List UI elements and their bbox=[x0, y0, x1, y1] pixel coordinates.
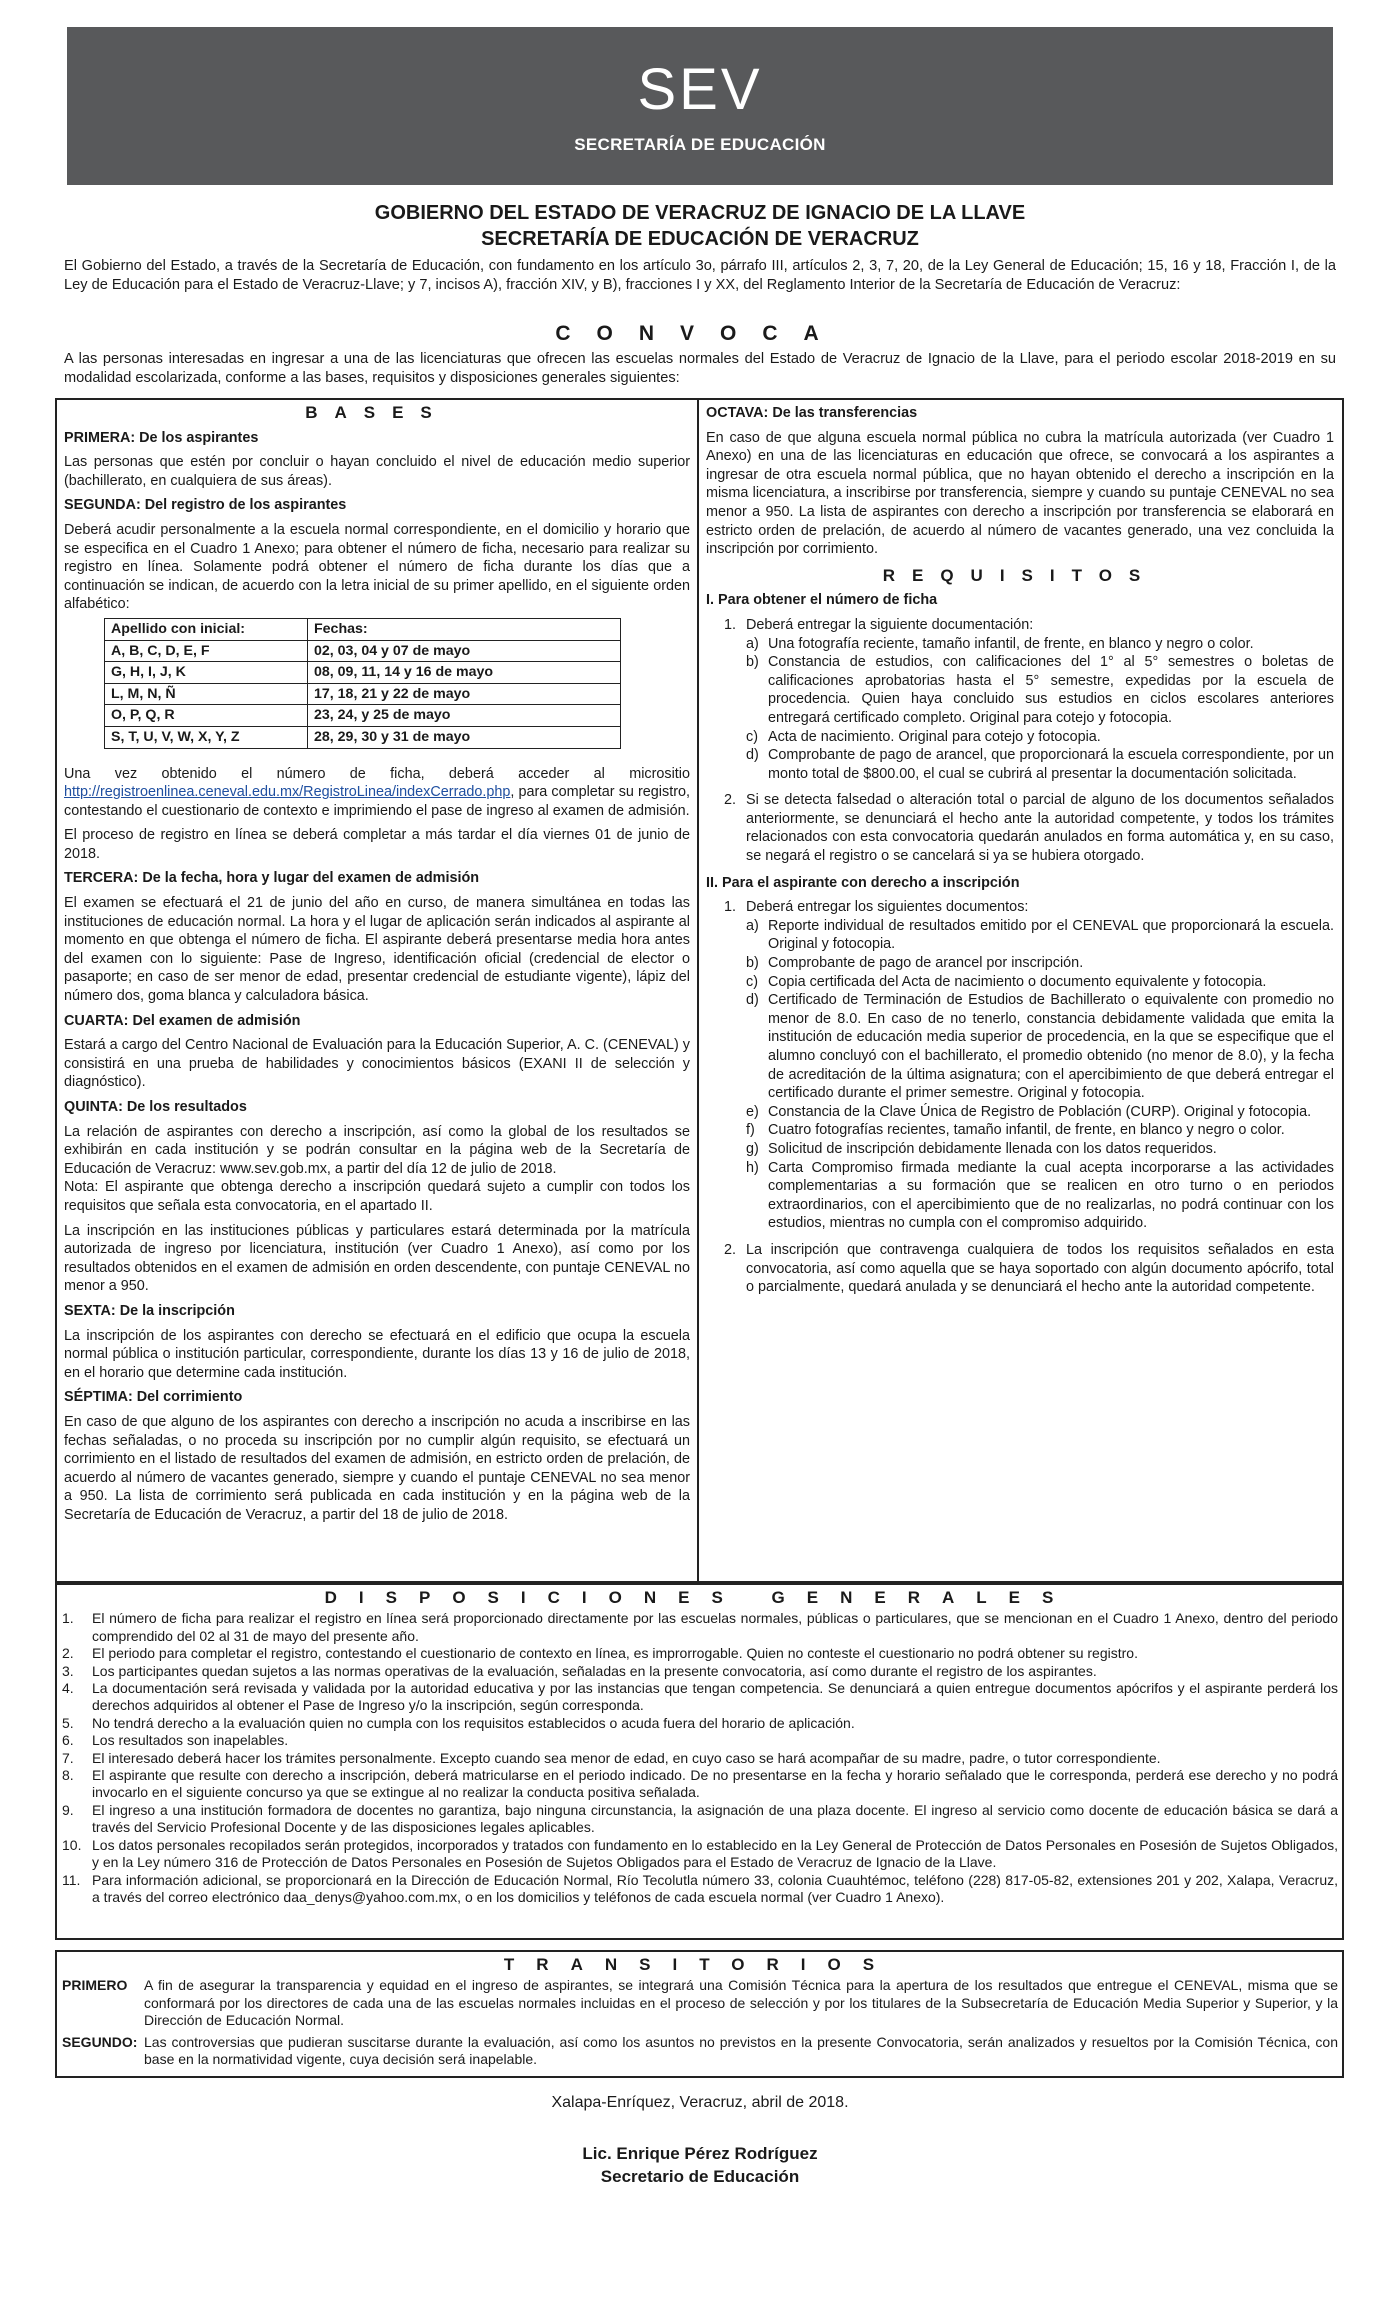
right-column bbox=[706, 404, 1334, 1297]
list-item-marker: 11. bbox=[62, 1871, 81, 1888]
list-item-marker: a) bbox=[746, 917, 759, 934]
list-item-text: Deberá entregar la siguiente documentación: bbox=[746, 616, 1034, 633]
table-row bbox=[105, 662, 621, 684]
cuarta-text: Estará a cargo del Centro Nacional de Evaluación para la Educación Superior, A. C. (CENEVAL) y consistirá en una prueba de habilidades y conocimientos básicos (EXANI II de selección y diagnóstico). bbox=[64, 1037, 690, 1091]
list-item-marker: d) bbox=[746, 992, 759, 1009]
list-item bbox=[746, 991, 1334, 1103]
list-item-marker: a) bbox=[746, 635, 759, 652]
table-cell: 17, 18, 21 y 22 de mayo bbox=[308, 683, 621, 705]
header-line-1: GOBIERNO DEL ESTADO DE VERACRUZ DE IGNACIO DE LA LLAVE bbox=[374, 202, 1026, 224]
list-item-text: El interesado deberá hacer los trámites personalmente. Excepto cuando sea menor de edad, en cuyo caso se hará acompañar de su madre, padre, o tutor correspondiente. bbox=[92, 1749, 1161, 1766]
list-item-marker: 2. bbox=[62, 1645, 74, 1662]
requisitos-ii-heading: II. Para el aspirante con derecho a inscripción bbox=[706, 874, 1020, 891]
convoca-title: CONVOCA bbox=[555, 322, 845, 345]
list-item bbox=[746, 1140, 1334, 1159]
list-item bbox=[746, 954, 1334, 973]
septima-heading: SÉPTIMA: Del corrimiento bbox=[64, 1389, 243, 1406]
requisitos-title: REQUISITOS bbox=[882, 565, 1158, 585]
list-item-text: A fin de asegurar la transparencia y equidad en el ingreso de aspirantes, se integrará una Comisión Técnica para la apertura de los resultados que entregue el CENEVAL, misma que se conformará por los directores de cada una de las escuelas normales incluidas en el proceso de selección y por los titulares de la Subsecretaría de Educación Media Superior y Superior, y la Dirección de Educación Normal. bbox=[144, 1977, 1338, 2029]
signer-role: Secretario de Educación bbox=[600, 2167, 800, 2186]
list-item bbox=[62, 2034, 1338, 2069]
table-cell: 28, 29, 30 y 31 de mayo bbox=[308, 726, 621, 748]
document-header bbox=[0, 200, 1400, 252]
list-item bbox=[62, 1802, 1338, 1837]
list-item-marker: 6. bbox=[62, 1732, 74, 1749]
table-cell: 08, 09, 11, 14 y 16 de mayo bbox=[308, 662, 621, 684]
list-item bbox=[62, 1872, 1338, 1907]
list-item-marker: c) bbox=[746, 728, 758, 745]
list-item-text: Comprobante de pago de arancel por inscripción. bbox=[768, 955, 1084, 972]
primera-text: Las personas que estén por concluir o hayan concluido el nivel de educación medio superior (bachillerato, en cualquiera de sus áreas). bbox=[64, 454, 690, 489]
list-item-marker: 5. bbox=[62, 1714, 74, 1731]
list-item-text: Solicitud de inscripción debidamente llenada con los datos requeridos. bbox=[768, 1140, 1217, 1157]
list-item: 1. Deberá entregar la siguiente documentación: bbox=[706, 616, 1334, 635]
list-item-marker: SEGUNDO: bbox=[62, 2033, 138, 2050]
quinta-text: La relación de aspirantes con derecho a inscripción, así como la global de los resultados se exhibirán en cada institución y se podrán consultar en la página web de la Secretaría de Educación de Veracruz: www.sev.gob.mx, a partir del día 12 de julio de 2018. bbox=[64, 1123, 690, 1177]
list-item: 1. Deberá entregar los siguientes documentos: bbox=[706, 898, 1334, 917]
list-item bbox=[62, 1767, 1338, 1802]
list-item-text: Carta Compromiso firmada mediante la cual acepta incorporarse a las actividades complementarias a su formación que se realicen en otro turno o en periodos extraordinarios, con el apercibimiento que de no realizarlas, no podrá continuar con los estudios, mientras no cumpla con el compromiso adquirido. bbox=[768, 1159, 1334, 1232]
table-cell: 02, 03, 04 y 07 de mayo bbox=[308, 640, 621, 662]
list-item bbox=[62, 1837, 1338, 1872]
list-item-marker: b) bbox=[746, 654, 759, 671]
list-item-text: No tendrá derecho a la evaluación quien no cumpla con los requisitos establecidos o acuda fuera del horario de aplicación. bbox=[92, 1714, 855, 1731]
list-item-text: Constancia de la Clave Única de Registro de Población (CURP). Original y fotocopia. bbox=[768, 1103, 1312, 1120]
list-item-marker: 3. bbox=[62, 1662, 74, 1679]
tercera-text: El examen se efectuará el 21 de junio del año en curso, de manera simultánea en todas las instituciones de educación normal. La hora y el lugar de aplicación serán indicados al aspirante al momento en que obtenga el número de ficha. El aspirante deberá presentarse media hora antes del examen con lo siguiente: Pase de Ingreso, identificación oficial (credencial de elector o pasaporte; en caso de ser menor de edad, presentar credencial de estudiante vigente), lápiz del número dos, goma blanca y calculadora básica. bbox=[64, 895, 690, 1005]
list-item-text: El número de ficha para realizar el registro en línea será proporcionado directamente por las escuelas normales, públicas o particulares, que se mencionan en el Cuadro 1 Anexo, dentro del periodo comprendido del 02 al 31 de mayo del presente año. bbox=[92, 1610, 1338, 1644]
list-item-marker: 7. bbox=[62, 1749, 74, 1766]
list-item-text: Copia certificada del Acta de nacimiento o documento equivalente y fotocopia. bbox=[768, 973, 1267, 990]
list-item bbox=[62, 1663, 1338, 1680]
list-item-text: Reporte individual de resultados emitido por el CENEVAL que proporcionará la escuela. Original y fotocopia. bbox=[768, 917, 1334, 953]
table-header-row bbox=[105, 618, 621, 640]
list-item bbox=[62, 1610, 1338, 1645]
octava-text: En caso de que alguna escuela normal pública no cubra la matrícula autorizada (ver Cuadro 1 Anexo) en una de las licenciaturas en educación que ofrece, se convocará a los aspirantes a ingresar de otra escuela normal pública, que no hayan obtenido el derecho a inscripción en la misma licenciatura, a inscribirse por transferencia, siempre y cuando su puntaje CENEVAL no sea menor a 950. La lista de aspirantes con derecho a inscripción por transferencia se elaborará en estricto orden de prelación, de acuerdo al número de vacantes generado, una vez concluida la inscripción por corrimiento. bbox=[706, 429, 1334, 558]
banner-subtitle: SECRETARÍA DE EDUCACIÓN bbox=[574, 135, 826, 154]
list-item bbox=[62, 1750, 1338, 1767]
registro-link[interactable]: http://registroenlinea.ceneval.edu.mx/RegistroLinea/indexCerrado.php bbox=[64, 784, 511, 801]
transitorios-title: TRANSITORIOS bbox=[503, 1955, 897, 1974]
disposiciones-title: DISPOSICIONES GENERALES bbox=[324, 1588, 1076, 1607]
list-item-marker: d) bbox=[746, 747, 759, 764]
column-divider bbox=[697, 398, 699, 1583]
requisitos-i-heading: I. Para obtener el número de ficha bbox=[706, 592, 938, 609]
sev-logo: SEV bbox=[637, 57, 763, 122]
cuarta-heading: CUARTA: Del examen de admisión bbox=[64, 1012, 301, 1029]
table-cell: A, B, C, D, E, F bbox=[105, 640, 308, 662]
list-item-marker: 10. bbox=[62, 1836, 82, 1853]
table-cell: O, P, Q, R bbox=[105, 705, 308, 727]
list-item bbox=[62, 1645, 1338, 1662]
list-item-text: Acta de nacimiento. Original para cotejo y fotocopia. bbox=[768, 728, 1101, 745]
list-item bbox=[746, 635, 1334, 654]
list-item-marker: 9. bbox=[62, 1801, 74, 1818]
list-item bbox=[746, 917, 1334, 954]
primera-heading: PRIMERA: De los aspirantes bbox=[64, 429, 259, 446]
tercera-heading: TERCERA: De la fecha, hora y lugar del examen de admisión bbox=[64, 870, 480, 887]
segunda-text: Deberá acudir personalmente a la escuela normal correspondiente, en el domicilio y horario que se especifica en el Cuadro 1 Anexo; para obtener el número de ficha, necesario para realizar su registro en línea. Solamente podrá obtener el número de ficha durante los días que a continuación se indican, de acuerdo con la letra inicial de su primer apellido, en el siguiente orden alfabético: bbox=[64, 521, 690, 613]
ficha-text-b: , para completar su registro, contestando el cuestionario de contexto e imprimiendo el pase de ingreso al examen de admisión. bbox=[64, 784, 690, 819]
list-item bbox=[62, 1977, 1338, 2029]
list-item-marker: h) bbox=[746, 1159, 759, 1176]
table-row bbox=[105, 726, 621, 748]
sexta-text: La inscripción de los aspirantes con derecho se efectuará en el edificio que ocupa la escuela normal pública o institución particular, correspondiente, durante los días 13 y 16 de julio de 2018, en el horario que determine cada institución. bbox=[64, 1327, 690, 1381]
table-header: Fechas: bbox=[308, 618, 621, 640]
list-item-text: Deberá entregar los siguientes documentos: bbox=[746, 899, 1029, 916]
list-item-marker: 1. bbox=[62, 1610, 74, 1627]
list-item-text: La inscripción que contravenga cualquiera de todos los requisitos señalados en esta convocatoria, así como aquella que se haya soportado con algún documento apócrifo, total o parcialmente, quedará anulada y se denunciará el hecho ante la autoridad competente. bbox=[746, 1241, 1334, 1296]
list-item-marker: 8. bbox=[62, 1767, 74, 1784]
table-header: Apellido con inicial: bbox=[105, 618, 308, 640]
list-item bbox=[746, 728, 1334, 747]
table-cell: S, T, U, V, W, X, Y, Z bbox=[105, 726, 308, 748]
octava-heading: OCTAVA: De las transferencias bbox=[706, 405, 918, 421]
septima-text: En caso de que alguno de los aspirantes con derecho a inscripción no acuda a inscribirse en las fechas señaladas, o no proceda su inscripción por no cumplir algún requisito, se efectuará un corrimiento en el listado de resultados del examen de admisión, en estricto orden de prelación, de acuerdo al número de vacantes generado, siempre y cuando el puntaje CENEVAL no sea menor a 950. La lista de corrimiento será publicada en cada institución y en la página web de la Secretaría de Educación de Veracruz, a partir del 18 de julio de 2018. bbox=[64, 1413, 690, 1523]
header-line-2: SECRETARÍA DE EDUCACIÓN DE VERACRUZ bbox=[481, 228, 919, 250]
list-item bbox=[62, 1715, 1338, 1732]
bases-column bbox=[64, 404, 690, 1530]
list-item-marker: f) bbox=[746, 1122, 755, 1139]
proceso-text: El proceso de registro en línea se deberá completar a más tardar el día viernes 01 de junio de 2018. bbox=[64, 827, 690, 862]
nota-text: Nota: El aspirante que obtenga derecho a inscripción quedará sujeto a cumplir con todos los requisitos que señala esta convocatoria, en el apartado II. bbox=[64, 1179, 690, 1214]
table-cell: G, H, I, J, K bbox=[105, 662, 308, 684]
table-row bbox=[105, 683, 621, 705]
segunda-heading: SEGUNDA: Del registro de los aspirantes bbox=[64, 497, 347, 514]
list-item-marker: PRIMERO bbox=[62, 1977, 128, 1994]
list-item bbox=[746, 1159, 1334, 1233]
list-item-text: Comprobante de pago de arancel, que proporcionará la escuela correspondiente, por un monto total de $800.00, el cual se cubrirá al presentar la documentación solicitada. bbox=[768, 747, 1334, 782]
table-cell: 23, 24, y 25 de mayo bbox=[308, 705, 621, 727]
list-item-text: El ingreso a una institución formadora de docentes no garantiza, bajo ninguna circunstancia, la asignación de una plaza docente. El ingreso al servicio como docente de educación básica se dará a través del Servicio Profesional Docente y de las disposiciones legales aplicables. bbox=[92, 1801, 1338, 1836]
requisitos-i-sublist bbox=[706, 635, 1334, 784]
signer-name: Lic. Enrique Pérez Rodríguez bbox=[582, 2144, 818, 2163]
list-item-text: Constancia de estudios, con calificaciones del 1° al 5° semestres o boletas de calificaciones aprobatorias hasta el 5° semestre, expedidas por la escuela de procedencia. Quien haya concluido sus estudios en ciclos escolares anteriores entregará certificado completo. Original para cotejo y fotocopia. bbox=[768, 654, 1334, 726]
list-item bbox=[746, 973, 1334, 992]
list-item: 2. La inscripción que contravenga cualquiera de todos los requisitos señalados en esta convocatoria, así como aquella que se haya soportado con algún documento apócrifo, total o parcialmente, quedará anulada y se denunciará el hecho ante la autoridad competente. bbox=[724, 1241, 1334, 1296]
list-item-marker: 4. bbox=[62, 1680, 74, 1697]
bases-title: BASES bbox=[305, 403, 449, 422]
schedule-table bbox=[104, 618, 621, 749]
list-item-text: Los participantes quedan sujetos a las normas operativas de la evaluación, señaladas en la presente convocatoria, así como durante el registro de los aspirantes. bbox=[92, 1662, 1097, 1679]
table-row bbox=[105, 705, 621, 727]
inscripcion-text: La inscripción en las instituciones públicas y particulares estará determinada por la matrícula autorizada de ingreso por licenciatura, institución (ver Cuadro 1 Anexo), así como por los resultados obtenidos en el examen de admisión en orden descendente, con puntaje CENEVAL no menor a 950. bbox=[64, 1222, 690, 1295]
list-item-text: Las controversias que pudieran suscitarse durante la evaluación, así como los asuntos no previstos en la presente Convocatoria, serán analizados y resueltos por la Comisión Técnica, con base en la normatividad vigente, cuya decisión será inapelable. bbox=[144, 2033, 1338, 2068]
disposiciones-section bbox=[62, 1589, 1338, 1906]
list-item-text: El aspirante que resulte con derecho a inscripción, deberá matricularse en el periodo indicado. De no presentarse en la fecha y horario señalado que le corresponda, perderá ese derecho y no podrá invocarlo en el siguiente concurso ya que se extingue al no realizar la conducta positiva señalada. bbox=[92, 1767, 1338, 1801]
list-item bbox=[746, 1121, 1334, 1140]
list-item bbox=[62, 1680, 1338, 1715]
list-item bbox=[746, 653, 1334, 727]
ficha-paragraph bbox=[64, 765, 690, 821]
sev-banner bbox=[67, 27, 1333, 185]
list-item-marker: b) bbox=[746, 955, 759, 972]
list-item bbox=[746, 746, 1334, 783]
transitorios-section bbox=[62, 1956, 1338, 2068]
intro-paragraph: El Gobierno del Estado, a través de la Secretaría de Educación, con fundamento en los artículo 3o, párrafo III, artículos 2, 3, 7, 20, de la Ley General de Educación; 15, 16 y 18, Fracción I, de la Ley de Educación para el Estado de Veracruz-Llave; y 7, incisos A), fracción XIV, y B), fracciones I y XX, del Reglamento Interior de la Secretaría de Educación de Veracruz: bbox=[64, 258, 1336, 293]
list-item-text: Cuatro fotografías recientes, tamaño infantil, de frente, en blanco y negro o color. bbox=[768, 1122, 1285, 1139]
list-item bbox=[746, 1103, 1334, 1122]
list-item-text: Los datos personales recopilados serán protegidos, incorporados y tratados con fundamento en lo establecido en la Ley General de Protección de Datos Personales en Posesión de Sujetos Obligados, y en la Ley número 316 de Protección de Datos Personales en Posesión de Sujetos Obligados para el Estado de Veracruz de Ignacio de la Llave. bbox=[92, 1836, 1338, 1871]
list-item: 2. Si se detecta falsedad o alteración total o parcial de alguno de los documentos señalados anteriormente, se denunciará el hecho ante la autoridad competente, y todos los trámites relacionados con esta convocatoria quedarán anulados en forma automática y, en su caso, se negará el registro o se cancelará si ya se hubiera otorgado. bbox=[724, 792, 1334, 865]
list-item bbox=[62, 1732, 1338, 1749]
quinta-heading: QUINTA: De los resultados bbox=[64, 1099, 247, 1115]
list-item-marker: e) bbox=[746, 1103, 759, 1120]
ficha-text-a: Una vez obtenido el número de ficha, deberá acceder al micrositio bbox=[64, 765, 690, 782]
sexta-heading: SEXTA: De la inscripción bbox=[64, 1302, 235, 1319]
place-date: Xalapa-Enríquez, Veracruz, abril de 2018. bbox=[551, 2094, 849, 2111]
table-row bbox=[105, 640, 621, 662]
list-item-text: Para información adicional, se proporcionará en la Dirección de Educación Normal, Río Tecolutla número 33, colonia Cuauhtémoc, teléfono (228) 817-05-82, extensiones 201 y 202, Xalapa, Veracruz, a través del correo electrónico daa_denys@yahoo.com.mx, o en los domicilios y teléfonos de cada escuela normal (ver Cuadro 1 Anexo). bbox=[92, 1871, 1338, 1905]
requisitos-ii-sublist bbox=[706, 917, 1334, 1233]
list-item-marker: c) bbox=[746, 973, 758, 990]
list-item-text: Si se detecta falsedad o alteración total o parcial de alguno de los documentos señalados anteriormente, se denunciará el hecho ante la autoridad competente, y todos los trámites relacionados con esta convocatoria quedarán anulados en forma automática y, en su caso, se negará el registro o se cancelará si ya se hubiera otorgado. bbox=[746, 792, 1334, 865]
list-item-text: Los resultados son inapelables. bbox=[92, 1732, 289, 1749]
list-item-text: Una fotografía reciente, tamaño infantil, de frente, en blanco y negro o color. bbox=[768, 635, 1254, 652]
list-item-text: Certificado de Terminación de Estudios de Bachillerato o equivalente con promedio no menor de 8.0. En caso de no tenerlo, constancia debidamente validada que emita la institución de educación media superior de procedencia, en la que se especifique que el alumno concluyó con el bachillerato, el promedio obtenido (no menor de 8.0), y la fecha de acreditación de la última asignatura; con el apercibimiento de que deberá entregar el certificado durante el primer semestre. Original y fotocopia. bbox=[768, 992, 1334, 1102]
list-item-text: El periodo para completar el registro, contestando el cuestionario de contexto en línea, es improrrogable. Quien no conteste el cuestionario no podrá obtener su registro. bbox=[92, 1645, 1138, 1662]
list-item-marker: g) bbox=[746, 1140, 759, 1157]
table-cell: L, M, N, Ñ bbox=[105, 683, 308, 705]
convoca-text: A las personas interesadas en ingresar a una de las licenciaturas que ofrecen las escuelas normales del Estado de Veracruz de Ignacio de la Llave, para el periodo escolar 2018-2019 en su modalidad escolarizada, conforme a las bases, requisitos y disposiciones generales siguientes: bbox=[64, 351, 1336, 386]
list-item-text: La documentación será revisada y validada por la autoridad educativa y por las instancias que tengan competencia. Se denunciará a quien entregue documentos apócrifos y el aspirante perderá los derechos adquiridos al obtener el Pase de Ingreso y/o la inscripción, según corresponda. bbox=[92, 1680, 1338, 1714]
